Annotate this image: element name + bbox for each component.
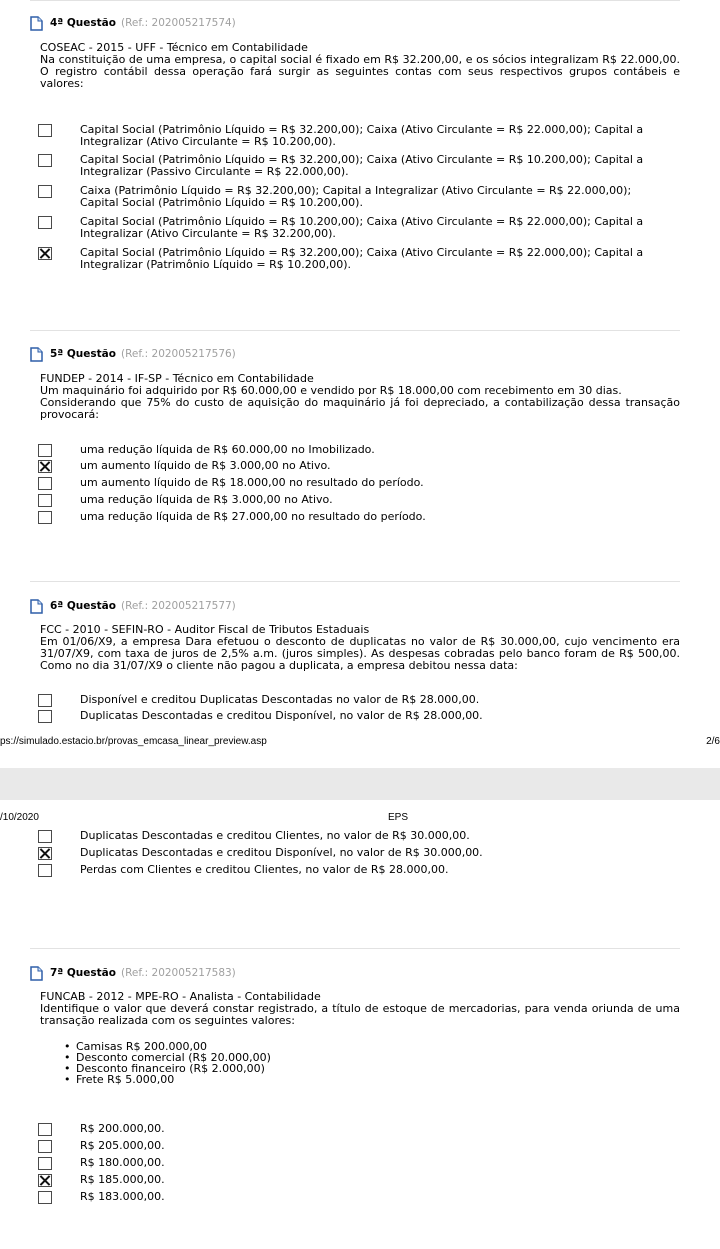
option-text: uma redução líquida de R$ 60.000,00 no Imobilizado. — [80, 443, 375, 456]
document-icon — [30, 599, 43, 614]
option-checkbox[interactable] — [38, 864, 52, 877]
option[interactable] — [38, 1157, 678, 1170]
option-text: Capital Social (Patrimônio Líquido = R$ 32.200,00); Caixa (Ativo Circulante = R$ 22.000,00); Capital a Integralizar (Ativo Circulante = R$ 10.200,00). — [80, 123, 644, 148]
option[interactable] — [38, 864, 678, 877]
option[interactable] — [38, 494, 678, 507]
option-checkbox[interactable] — [38, 216, 52, 229]
option[interactable] — [38, 1140, 678, 1153]
option[interactable] — [38, 694, 678, 707]
print-date: /10/2020 — [0, 812, 39, 823]
question-text: Considerando que 75% do custo de aquisição do maquinário já foi depreciado, a contabilização dessa transação provocará: — [40, 396, 680, 421]
option-text: R$ 200.000,00. — [80, 1122, 165, 1135]
question-title: 4ª Questão — [50, 17, 116, 29]
page-url: ps://simulado.estacio.br/provas_emcasa_linear_preview.asp — [0, 736, 267, 747]
option-checkbox[interactable] — [38, 1191, 52, 1204]
option[interactable] — [38, 460, 678, 473]
question-title: 7ª Questão — [50, 967, 116, 979]
question-source: FUNDEP - 2014 - IF-SP - Técnico em Contabilidade — [40, 372, 314, 385]
option-checkbox[interactable] — [38, 694, 52, 707]
option-text: R$ 180.000,00. — [80, 1156, 165, 1169]
option[interactable] — [38, 216, 678, 240]
option-text: R$ 185.000,00. — [80, 1173, 165, 1186]
option-checkbox-checked[interactable] — [38, 1174, 52, 1187]
option[interactable] — [38, 477, 678, 490]
question-5-body — [40, 373, 680, 421]
option-text: Caixa (Patrimônio Líquido = R$ 32.200,00); Capital a Integralizar (Ativo Circulante = R$ 22.000,00); Capital Social (Patrimônio Líquido = R$ 10.200,00). — [80, 184, 632, 209]
page-number: 2/6 — [706, 736, 720, 747]
option-checkbox[interactable] — [38, 830, 52, 843]
option-text: Duplicatas Descontadas e creditou Clientes, no valor de R$ 30.000,00. — [80, 829, 470, 842]
page-footer — [0, 736, 720, 750]
question-title: 5ª Questão — [50, 348, 116, 360]
question-text: Um maquinário foi adquirido por R$ 60.000,00 e vendido por R$ 18.000,00 com recebimento em 30 dias. — [40, 384, 622, 397]
question-ref: (Ref.: 202005217576) — [120, 348, 236, 360]
option-text: Capital Social (Patrimônio Líquido = R$ 32.200,00); Caixa (Ativo Circulante = R$ 22.000,00); Capital a Integralizar (Patrimônio Líquido = R$ 10.200,00). — [80, 246, 644, 271]
option[interactable] — [38, 185, 678, 209]
option-checkbox[interactable] — [38, 154, 52, 167]
option[interactable] — [38, 1174, 678, 1187]
document-icon — [30, 966, 43, 981]
option-checkbox[interactable] — [38, 1123, 52, 1136]
option-checkbox[interactable] — [38, 494, 52, 507]
list-item: • Frete R$ 5.000,00 — [64, 1074, 464, 1085]
question-source: FCC - 2010 - SEFIN-RO - Auditor Fiscal de Tributos Estaduais — [40, 623, 370, 636]
option-checkbox-checked[interactable] — [38, 460, 52, 473]
option-checkbox[interactable] — [38, 477, 52, 490]
list-item: • Desconto financeiro (R$ 2.000,00) — [64, 1063, 464, 1074]
divider — [30, 948, 680, 949]
page-break — [0, 768, 720, 800]
divider — [30, 0, 680, 1]
option-text: uma redução líquida de R$ 3.000,00 no Ativo. — [80, 493, 333, 506]
option-checkbox[interactable] — [38, 444, 52, 457]
option[interactable] — [38, 444, 678, 457]
question-4-header — [30, 15, 236, 31]
option-checkbox-checked[interactable] — [38, 847, 52, 860]
option-text: um aumento líquido de R$ 18.000,00 no resultado do período. — [80, 476, 424, 489]
divider — [30, 581, 680, 582]
option[interactable] — [38, 154, 678, 178]
page-header — [0, 812, 720, 826]
document-icon — [30, 347, 43, 362]
option[interactable] — [38, 247, 678, 271]
option-checkbox[interactable] — [38, 1157, 52, 1170]
question-7-body — [40, 991, 680, 1027]
item-list — [64, 1041, 464, 1085]
option-checkbox[interactable] — [38, 1140, 52, 1153]
option-text: Duplicatas Descontadas e creditou Disponível, no valor de R$ 28.000,00. — [80, 709, 483, 722]
option-checkbox-checked[interactable] — [38, 247, 52, 260]
option-text: um aumento líquido de R$ 3.000,00 no Ativo. — [80, 459, 331, 472]
option-checkbox[interactable] — [38, 185, 52, 198]
option[interactable] — [38, 830, 678, 843]
question-5-header — [30, 346, 236, 362]
option-text: Disponível e creditou Duplicatas Descontadas no valor de R$ 28.000,00. — [80, 693, 480, 706]
option-checkbox[interactable] — [38, 710, 52, 723]
option-checkbox[interactable] — [38, 511, 52, 524]
question-text: Na constituição de uma empresa, o capital social é fixado em R$ 32.200,00, e os sócios integralizam R$ 22.000,00. O registro contábil dessa operação fará surgir as seguintes contas com seus respectivos grupos contábeis e valores: — [40, 53, 680, 90]
option[interactable] — [38, 1123, 678, 1136]
question-title: 6ª Questão — [50, 600, 116, 612]
option[interactable] — [38, 847, 678, 860]
question-text: Em 01/06/X9, a empresa Dara efetuou o desconto de duplicatas no valor de R$ 30.000,00, cujo vencimento era 31/07/X9, com taxa de juros de 2,5% a.m. (juros simples). As despesas cobradas pelo banco foram de R$ 500,00. Como no dia 31/07/X9 o cliente não pagou a duplicata, a empresa debitou nessa data: — [40, 635, 680, 672]
question-4-body — [40, 42, 680, 90]
question-6-body — [40, 624, 680, 672]
question-text: Identifique o valor que deverá constar registrado, a título de estoque de mercadorias, para venda oriunda de uma transação realizada com os seguintes valores: — [40, 1002, 680, 1027]
list-item: • Desconto comercial (R$ 20.000,00) — [64, 1052, 464, 1063]
option-text: R$ 183.000,00. — [80, 1190, 165, 1203]
option-text: Capital Social (Patrimônio Líquido = R$ 10.200,00); Caixa (Ativo Circulante = R$ 22.000,00); Capital a Integralizar (Ativo Circulante = R$ 32.200,00). — [80, 215, 644, 240]
option[interactable] — [38, 124, 678, 148]
option[interactable] — [38, 1191, 678, 1204]
document-icon — [30, 16, 43, 31]
question-source: FUNCAB - 2012 - MPE-RO - Analista - Contabilidade — [40, 990, 321, 1003]
list-item: • Camisas R$ 200.000,00 — [64, 1041, 464, 1052]
option-checkbox[interactable] — [38, 124, 52, 137]
question-6-header — [30, 598, 236, 614]
option[interactable] — [38, 511, 678, 524]
question-7-header — [30, 965, 236, 981]
option[interactable] — [38, 710, 678, 723]
question-source: COSEAC - 2015 - UFF - Técnico em Contabilidade — [40, 41, 308, 54]
question-ref: (Ref.: 202005217583) — [120, 967, 236, 979]
question-ref: (Ref.: 202005217577) — [120, 600, 236, 612]
option-text: uma redução líquida de R$ 27.000,00 no resultado do período. — [80, 510, 426, 523]
option-text: Perdas com Clientes e creditou Clientes, no valor de R$ 28.000,00. — [80, 863, 449, 876]
option-text: Capital Social (Patrimônio Líquido = R$ 32.200,00); Caixa (Ativo Circulante = R$ 10.200,00); Capital a Integralizar (Passivo Circulante = R$ 22.000,00). — [80, 153, 644, 178]
divider — [30, 330, 680, 331]
option-text: R$ 205.000,00. — [80, 1139, 165, 1152]
question-ref: (Ref.: 202005217574) — [120, 17, 236, 29]
page-header-title: EPS — [388, 812, 409, 823]
option-text: Duplicatas Descontadas e creditou Disponível, no valor de R$ 30.000,00. — [80, 846, 483, 859]
